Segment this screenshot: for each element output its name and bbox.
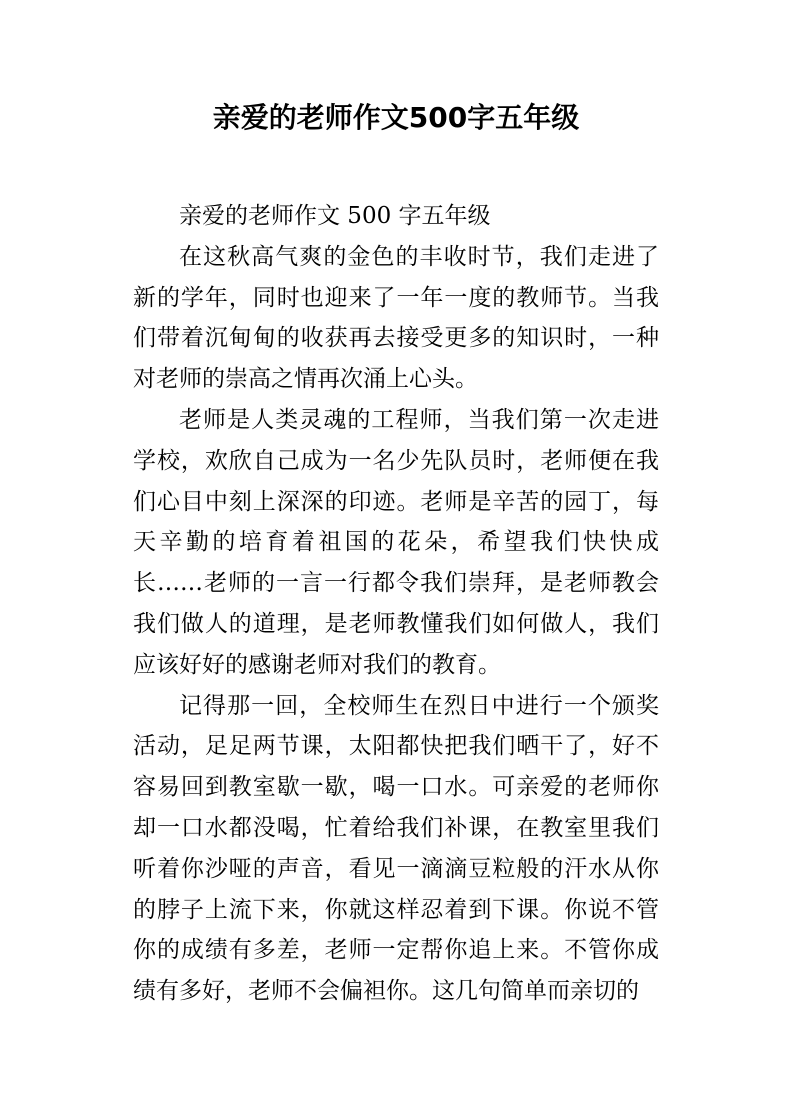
paragraph: 老师是人类灵魂的工程师，当我们第一次走进学校，欢欣自己成为一名少先队员时，老师便在我们心目中刻上深深的印迹。老师是辛苦的园丁，每天辛勤的培育着祖国的花朵，希望我们快快成长……老师的一言一行都令我们崇拜，是老师教会我们做人的道理，是老师教懂我们如何做人，我们应该好好的感谢老师对我们的教育。 bbox=[133, 406, 659, 678]
paragraph: 在这秋高气爽的金色的丰收时节，我们走进了新的学年，同时也迎来了一年一度的教师节。当我们带着沉甸甸的收获再去接受更多的知识时，一种对老师的崇高之情再次涌上心头。 bbox=[133, 243, 659, 393]
paragraph: 记得那一回，全校师生在烈日中进行一个颁奖活动，足足两节课，太阳都快把我们晒干了，好不容易回到教室歇一歇，喝一口水。可亲爱的老师你却一口水都没喝，忙着给我们补课，在教室里我们听着你沙哑的声音，看见一滴滴豆粒般的汗水从你的脖子上流下来，你就这样忍着到下课。你说不管你的成绩有多差，老师一定帮你追上来。不管你成绩有多好，老师不会偏袒你。这几句简单而亲切的 bbox=[133, 692, 659, 1005]
document-title: 亲爱的老师作文500字五年级 bbox=[212, 101, 580, 134]
document-body bbox=[133, 196, 659, 1012]
paragraph-subtitle: 亲爱的老师作文 500 字五年级 bbox=[179, 203, 491, 229]
